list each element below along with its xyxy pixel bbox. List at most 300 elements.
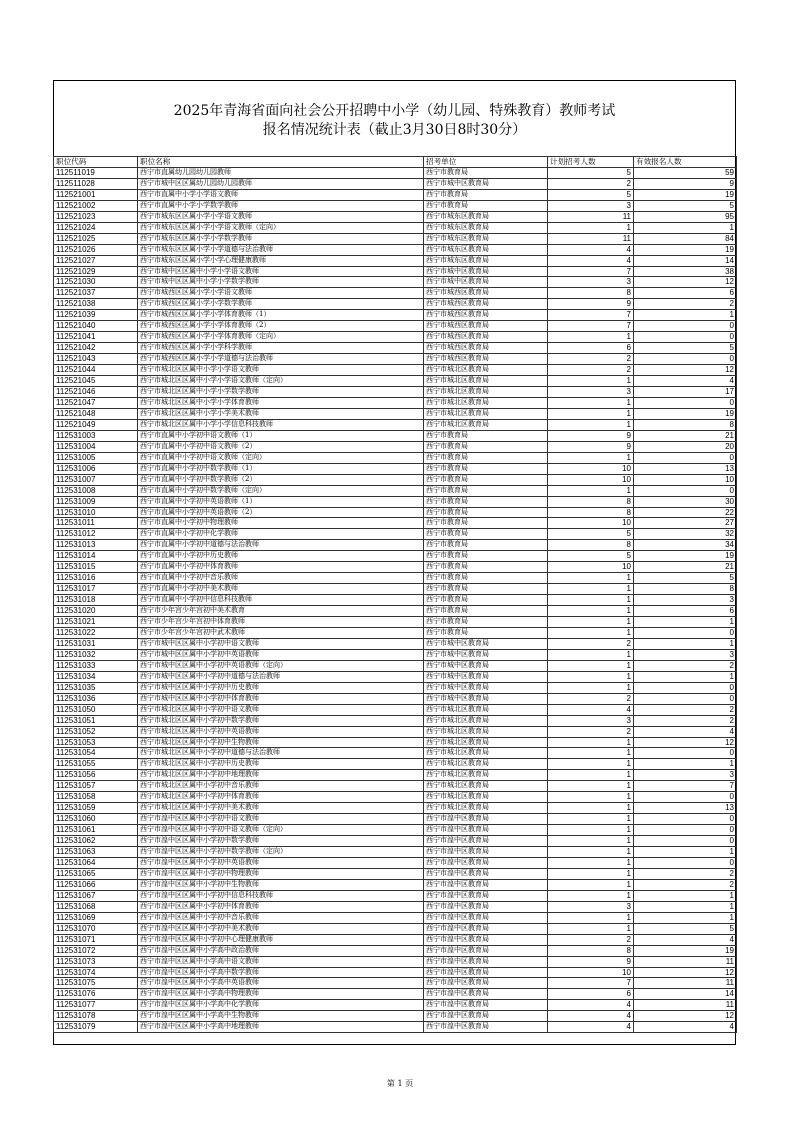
cell-valid-applicants: 0: [634, 452, 737, 463]
cell-valid-applicants: 19: [634, 551, 737, 562]
cell-planned-count: 4: [548, 1011, 634, 1022]
cell-position-code: 112521026: [54, 244, 138, 255]
cell-position-name: 西宁市湟中区区属中小学高中语文教师: [138, 956, 424, 967]
cell-position-code: 112531059: [54, 803, 138, 814]
cell-valid-applicants: 4: [634, 726, 737, 737]
cell-planned-count: 8: [548, 288, 634, 299]
cell-position-code: 112531012: [54, 529, 138, 540]
cell-recruiting-unit: 西宁市教育局: [424, 496, 548, 507]
cell-planned-count: 1: [548, 836, 634, 847]
cell-position-code: 112531014: [54, 551, 138, 562]
cell-valid-applicants: 0: [634, 321, 737, 332]
cell-planned-count: 3: [548, 715, 634, 726]
cell-valid-applicants: 2: [634, 715, 737, 726]
cell-position-name: 西宁市直属中小学初中物理教师: [138, 518, 424, 529]
cell-planned-count: 2: [548, 693, 634, 704]
table-row: [54, 814, 737, 825]
cell-recruiting-unit: 西宁市教育局: [424, 167, 548, 178]
cell-valid-applicants: 2: [634, 704, 737, 715]
cell-position-name: 西宁市城中区区属中小学初中历史教师: [138, 682, 424, 693]
table-row: [54, 770, 737, 781]
cell-position-name: 西宁市直属中小学初中数学教师（定向）: [138, 485, 424, 496]
cell-position-code: 112531066: [54, 879, 138, 890]
cell-planned-count: 9: [548, 956, 634, 967]
cell-position-code: 112531078: [54, 1011, 138, 1022]
cell-planned-count: 2: [548, 934, 634, 945]
cell-valid-applicants: 1: [634, 671, 737, 682]
cell-planned-count: 1: [548, 781, 634, 792]
cell-position-code: 112531003: [54, 430, 138, 441]
cell-position-code: 112531050: [54, 704, 138, 715]
cell-valid-applicants: 6: [634, 606, 737, 617]
table-row: [54, 671, 737, 682]
table-row: [54, 682, 737, 693]
cell-position-name: 西宁市城中区区属幼儿园幼儿园教师: [138, 178, 424, 189]
cell-valid-applicants: 30: [634, 496, 737, 507]
cell-recruiting-unit: 西宁市城西区教育局: [424, 332, 548, 343]
cell-position-name: 西宁市湟中区区属中小学初中生物教师: [138, 879, 424, 890]
table-row: [54, 693, 737, 704]
cell-planned-count: 6: [548, 989, 634, 1000]
cell-position-name: 西宁市湟中区区属中小学初中英语教师: [138, 858, 424, 869]
table-row: [54, 847, 737, 858]
cell-recruiting-unit: 西宁市城西区教育局: [424, 321, 548, 332]
cell-position-code: 112531036: [54, 693, 138, 704]
cell-planned-count: 1: [548, 419, 634, 430]
table-row: [54, 562, 737, 573]
cell-position-code: 112531067: [54, 890, 138, 901]
cell-position-code: 112531008: [54, 485, 138, 496]
cell-planned-count: 1: [548, 868, 634, 879]
cell-valid-applicants: 0: [634, 485, 737, 496]
cell-planned-count: 2: [548, 365, 634, 376]
cell-recruiting-unit: 西宁市城东区教育局: [424, 244, 548, 255]
cell-recruiting-unit: 西宁市教育局: [424, 606, 548, 617]
table-row: [54, 737, 737, 748]
cell-planned-count: 5: [548, 529, 634, 540]
table-row: [54, 1000, 737, 1011]
table-row: [54, 343, 737, 354]
cell-position-code: 112531076: [54, 989, 138, 1000]
cell-recruiting-unit: 西宁市湟中区教育局: [424, 923, 548, 934]
cell-position-name: 西宁市城北区区属中小学初中音乐教师: [138, 781, 424, 792]
cell-valid-applicants: 2: [634, 299, 737, 310]
cell-recruiting-unit: 西宁市城北区教育局: [424, 419, 548, 430]
cell-recruiting-unit: 西宁市湟中区教育局: [424, 847, 548, 858]
cell-position-name: 西宁市城西区区属小学小学语文教师: [138, 288, 424, 299]
cell-position-name: 西宁市直属中小学初中美术教师: [138, 584, 424, 595]
cell-recruiting-unit: 西宁市城中区教育局: [424, 277, 548, 288]
table-row: [54, 1011, 737, 1022]
cell-planned-count: 1: [548, 649, 634, 660]
cell-position-code: 112531017: [54, 584, 138, 595]
cell-planned-count: 1: [548, 627, 634, 638]
page-title: 2025年青海省面向社会公开招聘中小学（幼儿园、特殊教育）教师考试: [173, 103, 616, 119]
cell-recruiting-unit: 西宁市湟中区教育局: [424, 868, 548, 879]
cell-valid-applicants: 2: [634, 660, 737, 671]
cell-recruiting-unit: 西宁市湟中区教育局: [424, 978, 548, 989]
cell-planned-count: 1: [548, 617, 634, 628]
cell-position-name: 西宁市城东区区属小学小学数学教师: [138, 233, 424, 244]
cell-planned-count: 1: [548, 858, 634, 869]
table-row: [54, 178, 737, 189]
cell-planned-count: 7: [548, 321, 634, 332]
cell-planned-count: 5: [548, 551, 634, 562]
cell-planned-count: 6: [548, 343, 634, 354]
cell-position-name: 西宁市城中区区属中小学初中体育教师: [138, 693, 424, 704]
table-row: [54, 354, 737, 365]
cell-recruiting-unit: 西宁市教育局: [424, 200, 548, 211]
cell-valid-applicants: 1: [634, 847, 737, 858]
table-row: [54, 989, 737, 1000]
cell-position-code: 112521001: [54, 189, 138, 200]
cell-position-code: 112531011: [54, 518, 138, 529]
cell-position-code: 112531068: [54, 901, 138, 912]
cell-position-name: 西宁市直属中小学初中数学教师（2）: [138, 474, 424, 485]
cell-planned-count: 7: [548, 978, 634, 989]
table-row: [54, 518, 737, 529]
cell-recruiting-unit: 西宁市湟中区教育局: [424, 836, 548, 847]
cell-recruiting-unit: 西宁市湟中区教育局: [424, 1000, 548, 1011]
cell-valid-applicants: 0: [634, 682, 737, 693]
cell-position-name: 西宁市城西区区属小学小学体育教师（2）: [138, 321, 424, 332]
cell-position-name: 西宁市湟中区区属中小学高中政治教师: [138, 945, 424, 956]
cell-position-code: 112511019: [54, 167, 138, 178]
cell-recruiting-unit: 西宁市湟中区教育局: [424, 956, 548, 967]
cell-planned-count: 8: [548, 507, 634, 518]
cell-recruiting-unit: 西宁市城北区教育局: [424, 803, 548, 814]
cell-planned-count: 3: [548, 901, 634, 912]
cell-position-name: 西宁市湟中区区属中小学初中数学教师: [138, 836, 424, 847]
table-row: [54, 463, 737, 474]
cell-position-name: 西宁市城中区区属中小学初中英语教师: [138, 649, 424, 660]
cell-position-code: 112531073: [54, 956, 138, 967]
cell-position-code: 112531015: [54, 562, 138, 573]
header-position-name: 职位名称: [138, 157, 424, 168]
cell-valid-applicants: 38: [634, 266, 737, 277]
table-row: [54, 233, 737, 244]
cell-planned-count: 1: [548, 748, 634, 759]
cell-valid-applicants: 0: [634, 693, 737, 704]
cell-position-name: 西宁市城中区区属中小学初中语文教师: [138, 638, 424, 649]
cell-position-code: 112531016: [54, 573, 138, 584]
cell-recruiting-unit: 西宁市湟中区教育局: [424, 1011, 548, 1022]
cell-position-code: 112531056: [54, 770, 138, 781]
cell-position-code: 112531005: [54, 452, 138, 463]
cell-position-name: 西宁市直属中小学小学数学教师: [138, 200, 424, 211]
cell-position-name: 西宁市城西区区属小学小学体育教师（1）: [138, 310, 424, 321]
cell-planned-count: 3: [548, 200, 634, 211]
cell-position-code: 112521027: [54, 255, 138, 266]
cell-position-name: 西宁市城北区区属中小学小学数学教师: [138, 387, 424, 398]
cell-position-name: 西宁市直属中小学初中道德与法治教师: [138, 540, 424, 551]
header-planned-count: 计划招考人数: [548, 157, 634, 168]
cell-recruiting-unit: 西宁市教育局: [424, 441, 548, 452]
cell-position-code: 112531064: [54, 858, 138, 869]
cell-planned-count: 11: [548, 233, 634, 244]
cell-recruiting-unit: 西宁市城东区教育局: [424, 222, 548, 233]
cell-valid-applicants: 32: [634, 529, 737, 540]
cell-planned-count: 1: [548, 879, 634, 890]
cell-valid-applicants: 2: [634, 879, 737, 890]
cell-position-name: 西宁市城北区区属中小学初中生物教师: [138, 737, 424, 748]
cell-position-name: 西宁市少年宫少年宫初中武术教师: [138, 627, 424, 638]
table-row: [54, 956, 737, 967]
cell-recruiting-unit: 西宁市教育局: [424, 540, 548, 551]
cell-valid-applicants: 1: [634, 759, 737, 770]
cell-position-name: 西宁市城西区区属小学小学道德与法治教师: [138, 354, 424, 365]
table-row: [54, 1022, 737, 1033]
cell-recruiting-unit: 西宁市教育局: [424, 617, 548, 628]
page-subtitle: 报名情况统计表（截止3月30日8时30分）: [262, 122, 527, 138]
table-row: [54, 792, 737, 803]
table-row: [54, 901, 737, 912]
cell-position-code: 112521044: [54, 365, 138, 376]
cell-position-name: 西宁市城北区区属中小学小学语文教师（定向）: [138, 376, 424, 387]
cell-position-name: 西宁市湟中区区属中小学初中体育教师: [138, 901, 424, 912]
cell-position-name: 西宁市城北区区属中小学小学美术教师: [138, 408, 424, 419]
table-row: [54, 321, 737, 332]
cell-valid-applicants: 19: [634, 244, 737, 255]
cell-position-name: 西宁市湟中区区属中小学初中心理健康教师: [138, 934, 424, 945]
cell-valid-applicants: 11: [634, 1000, 737, 1011]
table-row: [54, 288, 737, 299]
cell-valid-applicants: 0: [634, 858, 737, 869]
cell-valid-applicants: 3: [634, 770, 737, 781]
table-row: [54, 934, 737, 945]
table-row: [54, 781, 737, 792]
cell-recruiting-unit: 西宁市城北区教育局: [424, 704, 548, 715]
cell-valid-applicants: 1: [634, 890, 737, 901]
table-row: [54, 222, 737, 233]
cell-position-name: 西宁市湟中区区属中小学初中美术教师: [138, 923, 424, 934]
cell-position-name: 西宁市城北区区属中小学初中历史教师: [138, 759, 424, 770]
cell-valid-applicants: 17: [634, 387, 737, 398]
cell-valid-applicants: 95: [634, 211, 737, 222]
table-row: [54, 606, 737, 617]
cell-position-code: 112511028: [54, 178, 138, 189]
cell-planned-count: 10: [548, 967, 634, 978]
cell-planned-count: 10: [548, 562, 634, 573]
cell-recruiting-unit: 西宁市湟中区教育局: [424, 890, 548, 901]
table-row: [54, 540, 737, 551]
cell-planned-count: 4: [548, 704, 634, 715]
table-row: [54, 649, 737, 660]
table-row: [54, 299, 737, 310]
cell-recruiting-unit: 西宁市湟中区教育局: [424, 825, 548, 836]
table-row: [54, 584, 737, 595]
cell-planned-count: 1: [548, 376, 634, 387]
table-row: [54, 507, 737, 518]
cell-valid-applicants: 22: [634, 507, 737, 518]
page-number: 第 1 页: [386, 1079, 414, 1088]
cell-recruiting-unit: 西宁市湟中区教育局: [424, 912, 548, 923]
cell-valid-applicants: 4: [634, 1022, 737, 1033]
cell-recruiting-unit: 西宁市教育局: [424, 562, 548, 573]
cell-planned-count: 1: [548, 890, 634, 901]
cell-recruiting-unit: 西宁市湟中区教育局: [424, 901, 548, 912]
cell-valid-applicants: 8: [634, 419, 737, 430]
table-row: [54, 310, 737, 321]
cell-planned-count: 1: [548, 923, 634, 934]
cell-position-code: 112521049: [54, 419, 138, 430]
cell-valid-applicants: 12: [634, 365, 737, 376]
cell-recruiting-unit: 西宁市城西区教育局: [424, 288, 548, 299]
cell-recruiting-unit: 西宁市城北区教育局: [424, 387, 548, 398]
cell-position-code: 112531079: [54, 1022, 138, 1033]
cell-valid-applicants: 1: [634, 901, 737, 912]
cell-position-name: 西宁市城中区区属中小学初中英语教师（定向）: [138, 660, 424, 671]
cell-recruiting-unit: 西宁市城北区教育局: [424, 781, 548, 792]
cell-recruiting-unit: 西宁市城北区教育局: [424, 397, 548, 408]
cell-planned-count: 1: [548, 332, 634, 343]
cell-valid-applicants: 0: [634, 627, 737, 638]
cell-recruiting-unit: 西宁市教育局: [424, 518, 548, 529]
cell-position-name: 西宁市直属中小学初中历史教师: [138, 551, 424, 562]
cell-planned-count: 1: [548, 792, 634, 803]
table-row: [54, 441, 737, 452]
table-row: [54, 660, 737, 671]
cell-recruiting-unit: 西宁市城西区教育局: [424, 354, 548, 365]
table-row: [54, 408, 737, 419]
cell-valid-applicants: 1: [634, 638, 737, 649]
cell-position-name: 西宁市城西区区属小学小学科学教师: [138, 343, 424, 354]
cell-position-name: 西宁市城东区区属小学小学语文教师（定向）: [138, 222, 424, 233]
cell-position-code: 112521023: [54, 211, 138, 222]
cell-planned-count: 1: [548, 660, 634, 671]
cell-valid-applicants: 1: [634, 222, 737, 233]
cell-planned-count: 1: [548, 770, 634, 781]
cell-planned-count: 1: [548, 573, 634, 584]
cell-valid-applicants: 12: [634, 277, 737, 288]
cell-recruiting-unit: 西宁市城中区教育局: [424, 671, 548, 682]
cell-valid-applicants: 5: [634, 573, 737, 584]
cell-position-name: 西宁市城北区区属中小学初中语文教师: [138, 704, 424, 715]
cell-valid-applicants: 59: [634, 167, 737, 178]
cell-position-name: 西宁市湟中区区属中小学初中语文教师: [138, 814, 424, 825]
cell-planned-count: 2: [548, 354, 634, 365]
cell-position-code: 112531010: [54, 507, 138, 518]
cell-valid-applicants: 0: [634, 814, 737, 825]
table-row: [54, 945, 737, 956]
cell-valid-applicants: 3: [634, 649, 737, 660]
cell-valid-applicants: 11: [634, 978, 737, 989]
cell-valid-applicants: 5: [634, 923, 737, 934]
cell-recruiting-unit: 西宁市教育局: [424, 529, 548, 540]
cell-planned-count: 7: [548, 310, 634, 321]
cell-position-name: 西宁市直属中小学初中信息科技教师: [138, 595, 424, 606]
cell-valid-applicants: 10: [634, 474, 737, 485]
cell-recruiting-unit: 西宁市教育局: [424, 474, 548, 485]
cell-position-name: 西宁市城北区区属中小学小学语文教师: [138, 365, 424, 376]
cell-planned-count: 1: [548, 682, 634, 693]
cell-valid-applicants: 9: [634, 178, 737, 189]
cell-position-code: 112531072: [54, 945, 138, 956]
cell-position-name: 西宁市直属中小学初中语文教师（定向）: [138, 452, 424, 463]
cell-position-name: 西宁市城中区区属中小学小学数学教师: [138, 277, 424, 288]
cell-position-name: 西宁市城北区区属中小学初中道德与法治教师: [138, 748, 424, 759]
cell-planned-count: 1: [548, 803, 634, 814]
cell-position-code: 112531071: [54, 934, 138, 945]
table-row: [54, 858, 737, 869]
table-row: [54, 627, 737, 638]
cell-position-code: 112531061: [54, 825, 138, 836]
cell-valid-applicants: 6: [634, 288, 737, 299]
cell-recruiting-unit: 西宁市教育局: [424, 573, 548, 584]
cell-planned-count: 9: [548, 299, 634, 310]
cell-position-code: 112521043: [54, 354, 138, 365]
cell-recruiting-unit: 西宁市城北区教育局: [424, 408, 548, 419]
cell-position-name: 西宁市直属幼儿园幼儿园教师: [138, 167, 424, 178]
cell-position-code: 112521002: [54, 200, 138, 211]
cell-planned-count: 1: [548, 825, 634, 836]
cell-position-code: 112531077: [54, 1000, 138, 1011]
cell-planned-count: 2: [548, 638, 634, 649]
cell-position-name: 西宁市城中区区属中小学初中道德与法治教师: [138, 671, 424, 682]
cell-valid-applicants: 0: [634, 792, 737, 803]
cell-recruiting-unit: 西宁市湟中区教育局: [424, 814, 548, 825]
cell-position-code: 112521046: [54, 387, 138, 398]
cell-recruiting-unit: 西宁市城北区教育局: [424, 376, 548, 387]
cell-position-code: 112521045: [54, 376, 138, 387]
table-row: [54, 430, 737, 441]
cell-position-name: 西宁市湟中区区属中小学高中地理教师: [138, 1022, 424, 1033]
cell-position-code: 112531053: [54, 737, 138, 748]
cell-position-code: 112531009: [54, 496, 138, 507]
cell-valid-applicants: 20: [634, 441, 737, 452]
table-row: [54, 803, 737, 814]
cell-position-name: 西宁市湟中区区属中小学高中物理教师: [138, 989, 424, 1000]
cell-position-code: 112521042: [54, 343, 138, 354]
cell-position-code: 112531022: [54, 627, 138, 638]
table-row: [54, 277, 737, 288]
table-row: [54, 419, 737, 430]
cell-position-name: 西宁市少年宫少年宫初中美术教育: [138, 606, 424, 617]
cell-recruiting-unit: 西宁市城西区教育局: [424, 343, 548, 354]
cell-recruiting-unit: 西宁市城北区教育局: [424, 748, 548, 759]
table-row: [54, 890, 737, 901]
table-row: [54, 244, 737, 255]
cell-valid-applicants: 14: [634, 989, 737, 1000]
cell-recruiting-unit: 西宁市城北区教育局: [424, 715, 548, 726]
cell-valid-applicants: 1: [634, 310, 737, 321]
cell-position-name: 西宁市城西区区属小学小学体育教师（定向）: [138, 332, 424, 343]
cell-position-name: 西宁市城东区区属小学小学道德与法治教师: [138, 244, 424, 255]
cell-valid-applicants: 34: [634, 540, 737, 551]
cell-recruiting-unit: 西宁市城北区教育局: [424, 792, 548, 803]
cell-position-code: 112531035: [54, 682, 138, 693]
cell-valid-applicants: 19: [634, 408, 737, 419]
cell-position-code: 112531074: [54, 967, 138, 978]
cell-valid-applicants: 27: [634, 518, 737, 529]
cell-recruiting-unit: 西宁市城中区教育局: [424, 693, 548, 704]
cell-position-name: 西宁市城东区区属小学小学语文教师: [138, 211, 424, 222]
cell-recruiting-unit: 西宁市湟中区教育局: [424, 1022, 548, 1033]
cell-position-name: 西宁市直属中小学初中体育教师: [138, 562, 424, 573]
cell-planned-count: 2: [548, 726, 634, 737]
cell-position-code: 112531033: [54, 660, 138, 671]
cell-position-name: 西宁市直属中小学初中语文教师（2）: [138, 441, 424, 452]
cell-planned-count: 1: [548, 584, 634, 595]
cell-recruiting-unit: 西宁市湟中区教育局: [424, 989, 548, 1000]
cell-recruiting-unit: 西宁市城中区教育局: [424, 178, 548, 189]
cell-planned-count: 1: [548, 595, 634, 606]
cell-position-code: 112521037: [54, 288, 138, 299]
cell-position-code: 112521038: [54, 299, 138, 310]
cell-planned-count: 1: [548, 408, 634, 419]
cell-position-code: 112531075: [54, 978, 138, 989]
cell-recruiting-unit: 西宁市城北区教育局: [424, 737, 548, 748]
